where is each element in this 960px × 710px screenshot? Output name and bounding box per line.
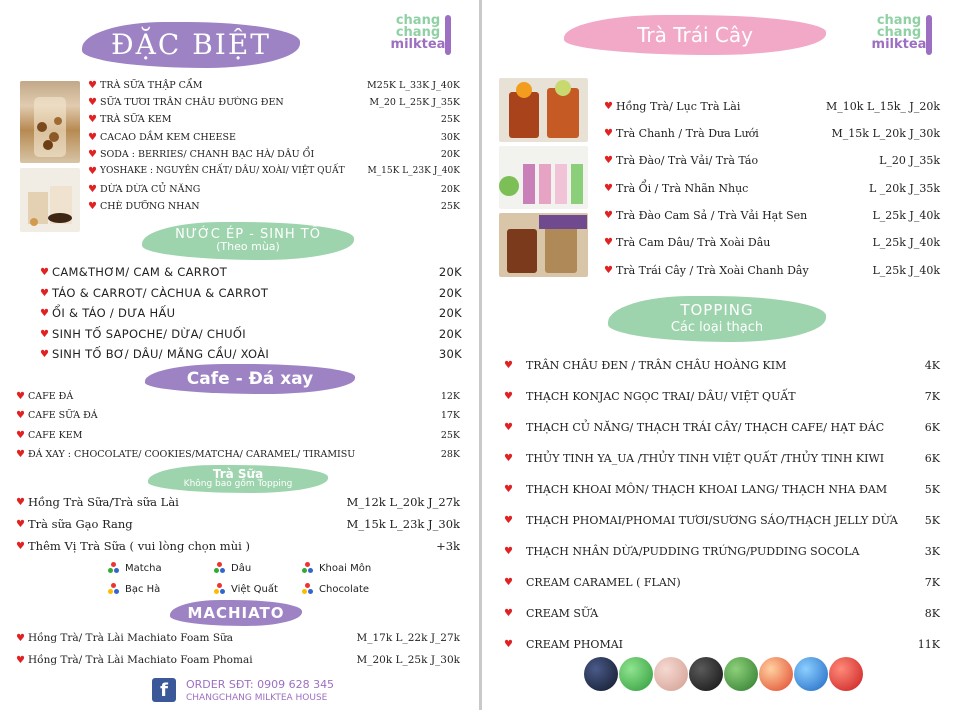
list-item: ♥ TRÂN CHÂU ĐEN / TRÂN CHÂU HOÀNG KIM 4K <box>504 358 940 372</box>
machiato-title: MACHIATO <box>187 603 285 622</box>
list-item: ♥ THẠCH PHOMAI/PHOMAI TƯƠI/SƯƠNG SÁO/THẠCH JELLY DỪA 5K <box>504 513 940 527</box>
list-item: ♥ Thêm Vị Trà Sữa ( vui lòng chọn mùi ) +3k <box>16 539 460 553</box>
color-dots-icon <box>214 583 226 595</box>
facebook-icon[interactable]: f <box>152 678 176 702</box>
heart-icon: ♥ <box>604 236 613 248</box>
list-item: ♥ SINH TỐ SAPOCHE/ DỪA/ CHUỐI 20K <box>40 327 462 341</box>
flavor-item: Matcha <box>108 562 162 574</box>
list-item: ♥ SODA : BERRIES/ CHANH BẠC HÀ/ DÂU ỔI 20K <box>88 148 460 160</box>
list-item: ♥ Hồng Trà/ Trà Lài Machiato Foam Sữa M_17k L_22k J_27k <box>16 632 460 644</box>
heart-icon: ♥ <box>88 79 97 91</box>
tra-trai-cay-title: Trà Trái Cây <box>637 23 753 47</box>
tra-sua-subtitle: Không bao gồm Topping <box>183 479 293 490</box>
list-item: ♥ THỦY TINH YA_UA /THỦY TINH VIỆT QUẤT /THỦY TINH KIWI 6K <box>504 451 940 465</box>
list-item: ♥ Trà Chanh / Trà Dưa Lưới M_15k L_20k J_30k <box>604 126 940 140</box>
nuoc-ep-banner <box>142 222 354 260</box>
right-menu-page <box>482 0 960 710</box>
heart-icon: ♥ <box>88 148 97 160</box>
logo-straw <box>445 15 451 55</box>
list-item: ♥ Trà Đào Cam Sả / Trà Vải Hạt Sen L_25k J_40k <box>604 208 940 222</box>
jar-drink-photo-art <box>20 81 80 163</box>
heart-icon: ♥ <box>604 182 613 194</box>
heart-icon: ♥ <box>16 540 25 552</box>
heart-icon: ♥ <box>88 113 97 125</box>
list-item: ♥ YOSHAKE : NGUYÊN CHẤT/ DÂU/ XOÀI/ VIỆT QUẤT M_15K L_23K J_40K <box>88 165 460 177</box>
heart-icon: ♥ <box>504 576 513 588</box>
list-item: ♥ CREAM SỮA 8K <box>504 606 940 620</box>
heart-icon: ♥ <box>504 483 513 495</box>
heart-icon: ♥ <box>16 518 25 530</box>
heart-icon: ♥ <box>88 96 97 108</box>
green-jelly <box>619 657 653 691</box>
flavor-item: Việt Quất <box>214 583 278 595</box>
heart-icon: ♥ <box>40 266 50 278</box>
list-item: ♥ Trà Ổi / Trà Nhãn Nhục L _20k J_35k <box>604 181 940 195</box>
cafe-title: Cafe - Đá xay <box>186 368 314 389</box>
list-item: ♥ CAM&THƠM/ CAM & CARROT 20K <box>40 265 462 279</box>
list-item: ♥ DỪA DỪA CỦ NĂNG 20K <box>88 183 460 195</box>
fruit-tea-photo-1 <box>499 78 588 142</box>
flavor-item: Dâu <box>214 562 251 574</box>
heart-icon: ♥ <box>604 264 613 276</box>
heart-icon: ♥ <box>88 183 97 195</box>
dac-biet-banner <box>82 22 300 68</box>
kiwi-jelly <box>724 657 758 691</box>
heart-icon: ♥ <box>504 514 513 526</box>
nuoc-ep-subtitle: (Theo mùa) <box>216 240 280 254</box>
heart-icon: ♥ <box>504 390 513 402</box>
color-dots-icon <box>302 562 314 574</box>
heart-icon: ♥ <box>40 348 50 360</box>
fruit-tea-photo-2 <box>499 146 588 209</box>
brand-logo: chang chang milktea <box>383 15 453 51</box>
list-item: ♥ Hồng Trà/ Lục Trà Lài M_10k L_15k_ J_20k <box>604 99 940 113</box>
heart-icon: ♥ <box>604 209 613 221</box>
dark-pearl-jelly <box>689 657 723 691</box>
heart-icon: ♥ <box>16 496 25 508</box>
nuoc-ep-title: NƯỚC ÉP - SINH TỐ <box>175 227 321 243</box>
list-item: ♥ SINH TỐ BƠ/ DÂU/ MÃNG CẦU/ XOÀI 30K <box>40 347 462 361</box>
list-item: ♥ TÁO & CARROT/ CÀCHUA & CARROT 20K <box>40 286 462 300</box>
list-item: ♥ CACAO DẦM KEM CHEESE 30K <box>88 131 460 143</box>
list-item: ♥ CHÈ DƯỠNG NHAN 25K <box>88 200 460 212</box>
yoshake-photo <box>20 168 80 232</box>
red-jelly <box>829 657 863 691</box>
tra-sua-title: Trà Sữa <box>212 467 264 482</box>
heart-icon: ♥ <box>16 632 25 644</box>
heart-icon: ♥ <box>504 638 513 650</box>
list-item: ♥ Trà Cam Dâu/ Trà Xoài Dâu L_25k J_40k <box>604 235 940 249</box>
heart-icon: ♥ <box>504 607 513 619</box>
heart-icon: ♥ <box>504 452 513 464</box>
fruit-mix-jelly <box>759 657 793 691</box>
heart-icon: ♥ <box>604 100 613 112</box>
heart-icon: ♥ <box>16 654 25 666</box>
list-item: ♥ CAFE SỮA ĐÁ 17K <box>16 409 460 421</box>
topping-subtitle: Các loại thạch <box>670 319 764 335</box>
heart-icon: ♥ <box>604 127 613 139</box>
list-item: ♥ SỮA TƯƠI TRÂN CHÂU ĐƯỜNG ĐEN M_20 L_25K J_35K <box>88 96 460 108</box>
color-dots-icon <box>302 583 314 595</box>
list-item: ♥ TRÀ SỮA THẬP CẨM M25K L_33K J_40K <box>88 79 460 91</box>
heart-icon: ♥ <box>88 131 97 143</box>
list-item: ♥ TRÀ SỮA KEM 25K <box>88 113 460 125</box>
house-name: CHANGCHANG MILKTEA HOUSE <box>186 693 328 703</box>
yoshake-photo-art <box>20 168 80 232</box>
blue-jelly <box>794 657 828 691</box>
list-item: ♥ ỔI & TÁO / DƯA HẤU 20K <box>40 306 462 320</box>
heart-icon: ♥ <box>504 421 513 433</box>
heart-icon: ♥ <box>40 307 50 319</box>
flavor-item: Chocolate <box>302 583 369 595</box>
fruit-tea-photo-1-art <box>499 78 588 142</box>
heart-icon: ♥ <box>504 545 513 557</box>
heart-icon: ♥ <box>16 448 25 460</box>
list-item: ♥ CAFE ĐÁ 12K <box>16 390 460 402</box>
color-dots-icon <box>108 562 120 574</box>
order-phone: ORDER SĐT: 0909 628 345 <box>186 678 335 691</box>
list-item: ♥ Hồng Trà/ Trà Lài Machiato Foam Phomai M_20k L_25k J_30k <box>16 654 460 666</box>
color-dots-icon <box>214 562 226 574</box>
list-item: ♥ Trà Trái Cây / Trà Xoài Chanh Dây L_25k J_40k <box>604 263 940 277</box>
heart-icon: ♥ <box>16 409 25 421</box>
heart-icon: ♥ <box>88 165 97 177</box>
topping-title: TOPPING <box>680 300 754 319</box>
list-item: ♥ Trà Đào/ Trà Vải/ Trà Táo L_20 J_35k <box>604 153 940 167</box>
list-item: ♥ THẠCH KHOAI MÔN/ THẠCH KHOAI LANG/ THẠCH NHA ĐAM 5K <box>504 482 940 496</box>
dac-biet-title: ĐẶC BIỆT <box>111 28 271 61</box>
list-item: ♥ THẠCH KONJAC NGỌC TRAI/ DÂU/ VIỆT QUẤT 7K <box>504 389 940 403</box>
brand-logo: chang chang milktea <box>864 15 934 51</box>
color-dots-icon <box>108 583 120 595</box>
list-item: ♥ Hồng Trà Sữa/Trà sữa Lài M_12k L_20k J_27k <box>16 495 460 509</box>
heart-icon: ♥ <box>88 200 97 212</box>
list-item: ♥ THẠCH NHÂN DỪA/PUDDING TRỨNG/PUDDING SOCOLA 3K <box>504 544 940 558</box>
heart-icon: ♥ <box>16 429 25 441</box>
list-item: ♥ CREAM CARAMEL ( FLAN) 7K <box>504 575 940 589</box>
left-menu-page <box>0 0 479 710</box>
heart-icon: ♥ <box>504 359 513 371</box>
heart-icon: ♥ <box>16 390 25 402</box>
topping-banner <box>608 296 826 342</box>
fruit-tea-photo-3-art <box>499 213 588 277</box>
tra-trai-cay-banner <box>564 15 826 55</box>
heart-icon: ♥ <box>604 154 613 166</box>
logo-straw <box>926 15 932 55</box>
list-item: ♥ Trà sữa Gạo Rang M_15k L_23k J_30k <box>16 517 460 531</box>
heart-icon: ♥ <box>40 328 50 340</box>
flavor-item: Khoai Môn <box>302 562 371 574</box>
list-item: ♥ ĐÁ XAY : CHOCOLATE/ COOKIES/MATCHA/ CARAMEL/ TIRAMISU 28K <box>16 448 460 460</box>
heart-icon: ♥ <box>40 287 50 299</box>
flavor-item: Bạc Hà <box>108 583 160 595</box>
machiato-banner <box>170 600 302 626</box>
jar-drink-photo <box>20 81 80 163</box>
black-pearl-jelly <box>584 657 618 691</box>
pink-jelly <box>654 657 688 691</box>
fruit-tea-photo-2-art <box>499 146 588 209</box>
list-item: ♥ CREAM PHOMAI 11K <box>504 637 940 651</box>
fruit-tea-photo-3 <box>499 213 588 277</box>
list-item: ♥ THẠCH CỦ NĂNG/ THẠCH TRÁI CÂY/ THẠCH CAFE/ HẠT ĐÁC 6K <box>504 420 940 434</box>
tra-sua-banner <box>148 465 328 493</box>
list-item: ♥ CAFE KEM 25K <box>16 429 460 441</box>
